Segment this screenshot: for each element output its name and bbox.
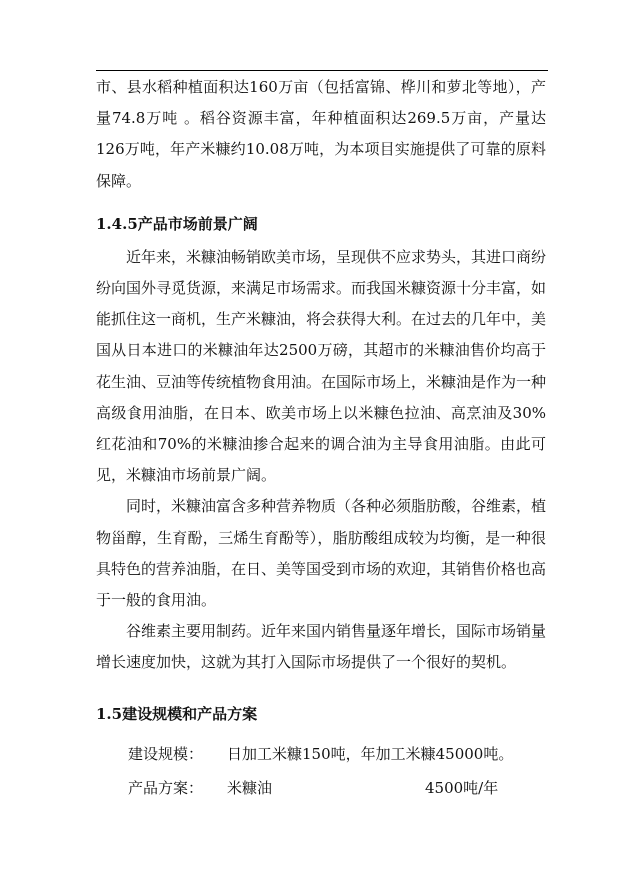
header-rule xyxy=(96,70,548,71)
market-paragraph-3: 谷维素主要用制药。近年来国内销售量逐年增长，国际市场销量增长速度加快，这就为其打入国际市场提供了一个很好的契机。 xyxy=(96,622,547,672)
market-paragraph-2: 同时，米糠油富含多种营养物质（各种必须脂肪酸，谷维素，植物甾醇，生育酚，三烯生育酚等），脂肪酸组成较为均衡，是一种很具特色的营养油脂，在日、美等国受到市场的欢迎，其销售价格也高于一般的食用油。 xyxy=(96,497,547,610)
market-paragraph-1: 近年来，米糠油畅销欧美市场，呈现供不应求势头，其进口商纷纷向国外寻觅货源，来满足市场需求。而我国米糠资源十分丰富，如能抓住这一商机，生产米糠油，将会获得大利。在过去的几年中，美国从日本进口的米糠油年达2500万磅，其超市的米糠油售价均高于花生油、豆油等传统植物食用油。在国际市场上，米糠油是作为一种高级食用油脂，在日本、欧美市场上以米糠色拉油、高烹油及30%红花油和70%的米糠油掺合起来的调合油为主导食用油脂。由此可见，米糠油市场前景广阔。 xyxy=(96,247,547,485)
product-volume: 4500吨/年 xyxy=(425,778,499,797)
section-heading-1-4-5: 1.4.5产品市场前景广阔 xyxy=(96,214,258,233)
continued-paragraph: 市、县水稻种植面积达160万亩（包括富锦、桦川和萝北等地），产量74.8万吨 。稻谷资源丰富，年种植面积达269.5万亩，产量达126万吨，年产米糠约10.08万吨，为本项目实施提供了可靠的原料保障。 xyxy=(96,78,546,190)
product-scheme-label: 产品方案： xyxy=(128,778,204,797)
construction-scale-row xyxy=(128,739,546,769)
construction-scale-label: 建设规模： xyxy=(128,744,204,763)
product-scheme-row xyxy=(128,773,546,803)
construction-scale-value: 日加工米糠150吨，年加工米糠45000吨。 xyxy=(227,744,514,763)
product-name: 米糠油 xyxy=(227,778,273,797)
section-heading-1-5: 1.5建设规模和产品方案 xyxy=(96,704,258,723)
document-body xyxy=(96,72,546,803)
